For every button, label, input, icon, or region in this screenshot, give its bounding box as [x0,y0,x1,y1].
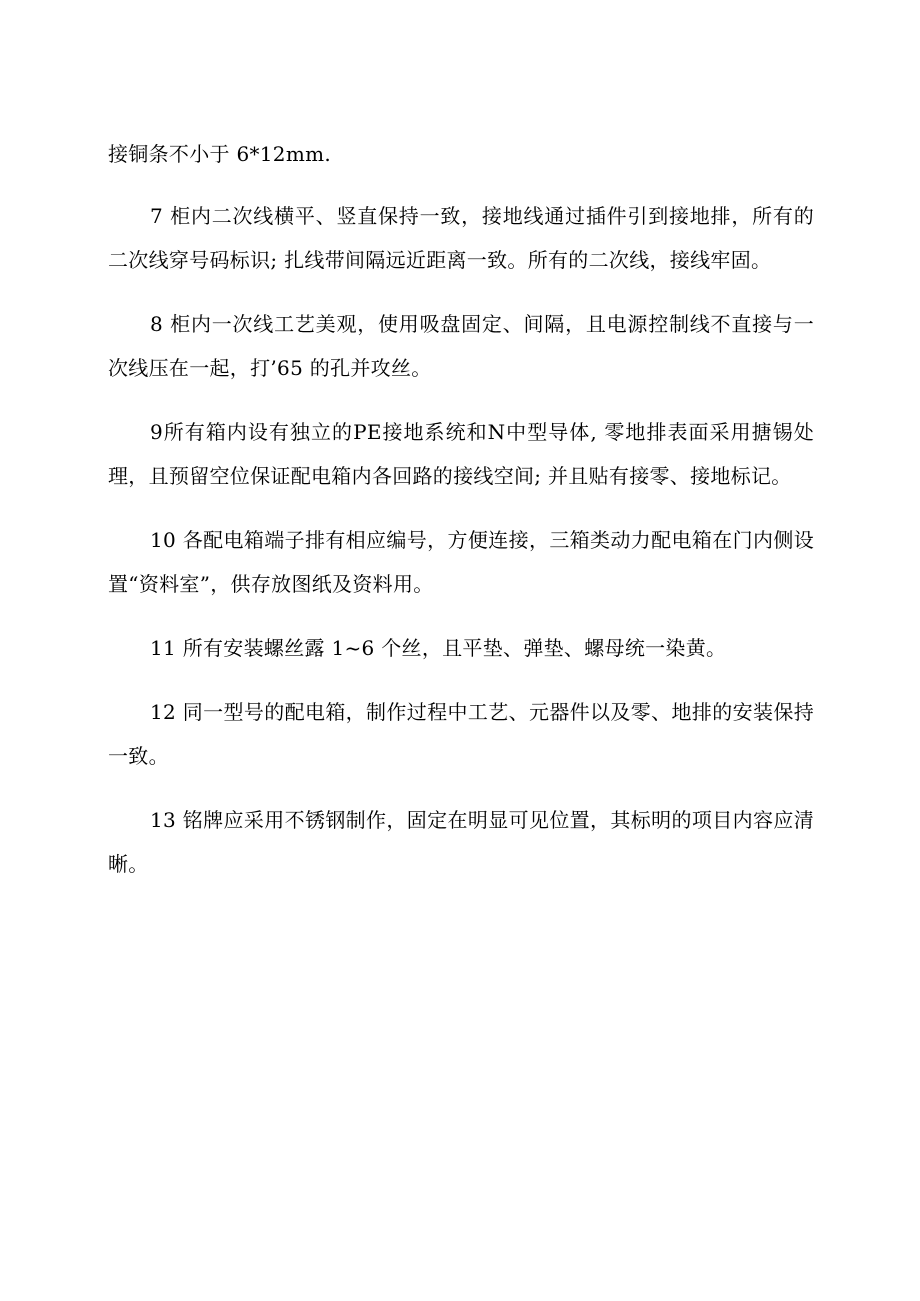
paragraph-item-12: 12 同一型号的配电箱，制作过程中工艺、元器件以及零、地排的安装保持一致。 [108,700,814,768]
paragraph-item-11: 11 所有安装螺丝露 1~6 个丝，且平垫、弹垫、螺母统一染黄。 [150,636,727,660]
paragraph-continuation: 接铜条不小于 6*12mm. [108,142,332,166]
paragraph-item-7: 7 柜内二次线横平、竖直保持一致，接地线通过插件引到接地排，所有的二次线穿号码标识; 扎线带间隔远近距离一致。所有的二次线，接线牢固。 [108,204,814,272]
paragraph-item-10: 10 各配电箱端子排有相应编号，方便连接，三箱类动力配电箱在门内侧设置“资料室”，供存放图纸及资料用。 [108,528,814,596]
paragraph-item-9: 9所有箱内设有独立的PE接地系统和N中型导体, 零地排表面采用搪锡处理，且预留空位保证配电箱内各回路的接线空间; 并且贴有接零、接地标记。 [108,420,814,488]
document-body [108,132,814,906]
paragraph-item-13: 13 铭牌应采用不锈钢制作，固定在明显可见位置，其标明的项目内容应清晰。 [108,808,814,876]
paragraph-item-8: 8 柜内一次线工艺美观，使用吸盘固定、间隔，且电源控制线不直接与一次线压在一起，打’65 的孔并攻丝。 [108,312,814,380]
